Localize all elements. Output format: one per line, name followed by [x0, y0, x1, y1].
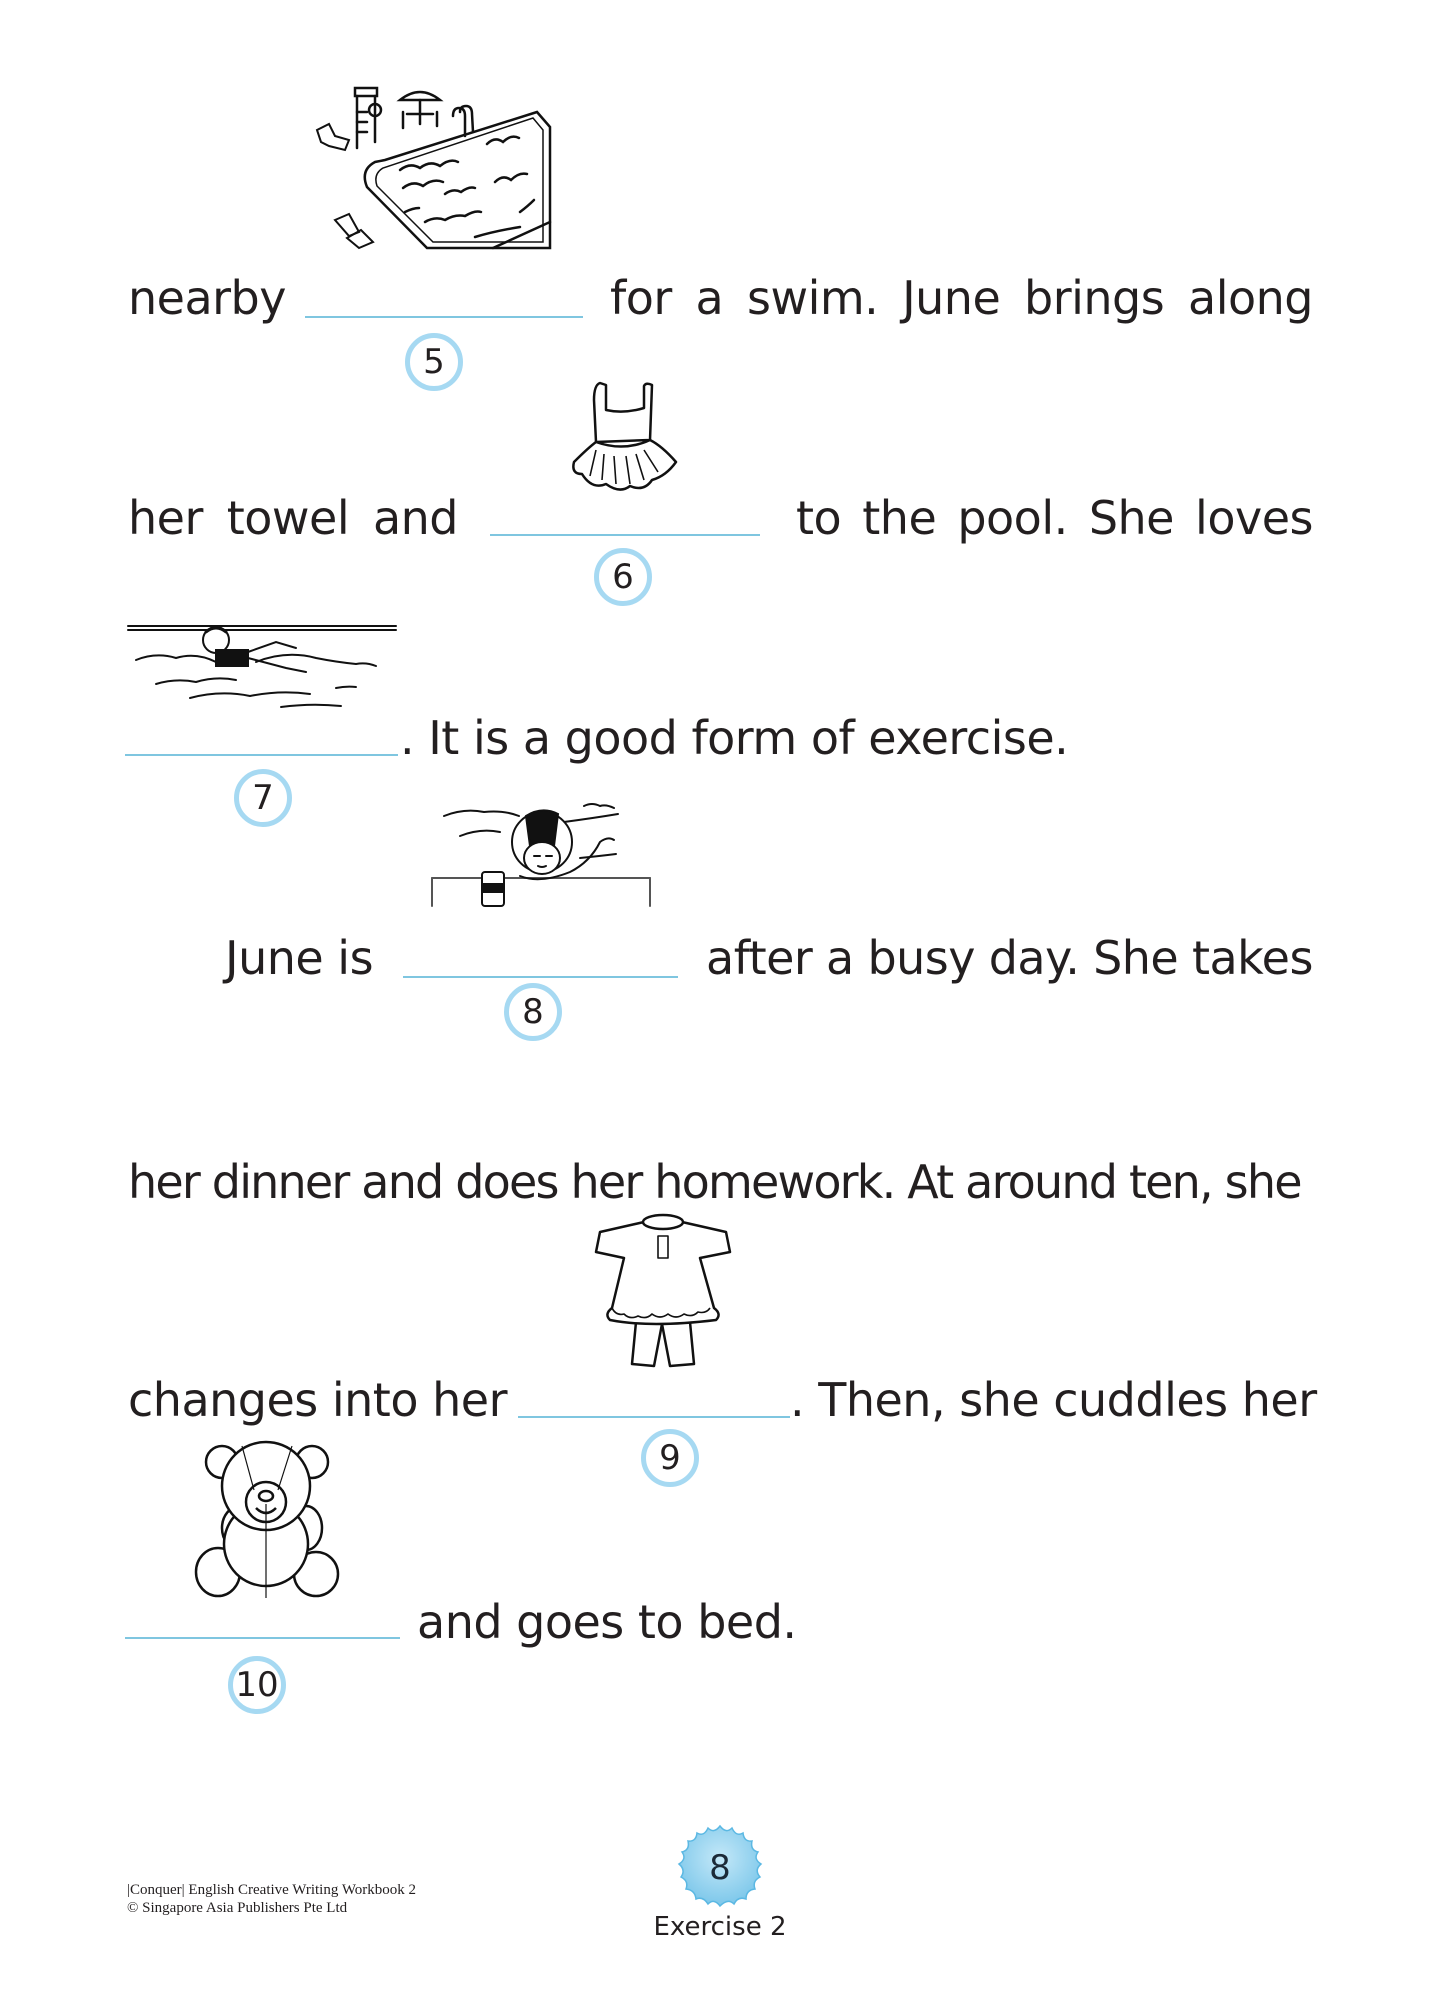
word: loves — [1195, 491, 1313, 545]
passage-line-7 — [128, 1592, 1313, 1652]
line-4-text-before: June is — [225, 931, 374, 985]
line-5-text: her dinner and does her homework. At around ten, she — [128, 1155, 1301, 1209]
footer-credits — [127, 1881, 416, 1917]
question-number-10: 10 — [228, 1656, 286, 1714]
word: day. — [988, 931, 1080, 985]
line-3-text-after: . It is a good form of exercise. — [400, 711, 1069, 765]
copyright: © Singapore Asia Publishers Pte Ltd — [127, 1900, 348, 1916]
tired-girl-picture — [430, 796, 652, 908]
girl-swimming-picture — [126, 622, 398, 710]
word: pool. — [957, 491, 1068, 545]
line-2-text-before — [128, 488, 458, 548]
word: the — [862, 491, 937, 545]
answer-blank-5[interactable] — [305, 316, 583, 318]
word: a — [826, 931, 854, 985]
question-number-9: 9 — [641, 1429, 699, 1487]
line-2-text-after — [796, 488, 1313, 548]
answer-blank-8[interactable] — [403, 976, 678, 978]
word: She — [1093, 931, 1179, 985]
word: She — [1088, 491, 1174, 545]
teddy-bear-picture — [192, 1440, 340, 1602]
word: a — [695, 271, 724, 325]
word: her — [128, 491, 203, 545]
question-number-8: 8 — [504, 983, 562, 1041]
passage-line-2 — [128, 488, 1313, 548]
exercise-label: Exercise 2 — [653, 1912, 787, 1942]
word: towel — [226, 491, 350, 545]
question-number-5: 5 — [405, 333, 463, 391]
line-7-text-after: and goes to bed. — [417, 1595, 797, 1649]
word: brings — [1024, 271, 1165, 325]
word: for — [610, 271, 672, 325]
word: swim. — [746, 271, 879, 325]
page-number: 8 — [709, 1848, 731, 1888]
line-6-text-after: . Then, she cuddles her — [790, 1373, 1317, 1427]
passage-line-5 — [128, 1152, 1313, 1212]
answer-blank-7[interactable] — [125, 754, 398, 756]
word: and — [372, 491, 458, 545]
word: to — [796, 491, 842, 545]
passage-line-3 — [128, 708, 1313, 768]
passage-line-4 — [128, 928, 1313, 988]
question-number-7: 7 — [234, 769, 292, 827]
swimming-pool-picture — [315, 82, 571, 252]
swimsuit-picture — [566, 380, 680, 494]
line-6-text-before: changes into her — [128, 1373, 507, 1427]
book-title: |Conquer| English Creative Writing Workbook 2 — [127, 1882, 417, 1898]
line-1-text-after — [610, 268, 1313, 328]
line-1-text-before: nearby — [128, 271, 286, 325]
word: takes — [1191, 931, 1313, 985]
answer-blank-9[interactable] — [518, 1416, 790, 1418]
line-4-text-after — [706, 928, 1313, 988]
word: busy — [867, 931, 975, 985]
passage-line-1 — [128, 268, 1313, 328]
pyjamas-picture — [590, 1212, 738, 1370]
word: after — [706, 931, 813, 985]
passage-line-6 — [128, 1370, 1317, 1430]
word: June — [902, 271, 1001, 325]
question-number-6: 6 — [594, 548, 652, 606]
answer-blank-6[interactable] — [490, 534, 760, 536]
answer-blank-10[interactable] — [125, 1637, 400, 1639]
word: along — [1188, 271, 1313, 325]
